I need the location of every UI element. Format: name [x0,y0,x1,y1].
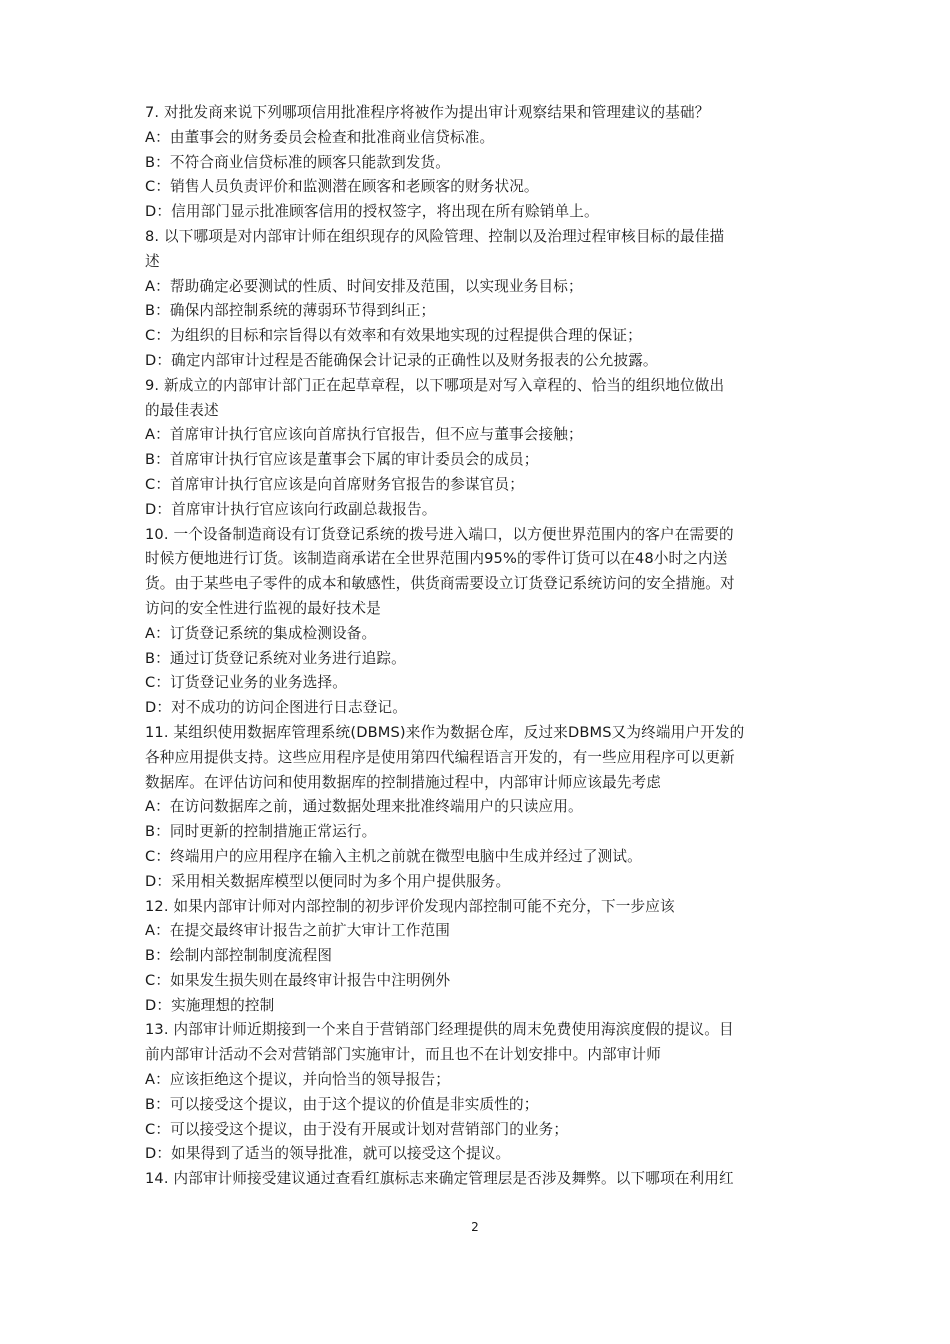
text-line: 12. 如果内部审计师对内部控制的初步评价发现内部控制可能不充分，下一步应该 [145,897,675,915]
text-line: D：实施理想的控制 [145,996,275,1014]
text-line: 9. 新成立的内部审计部门正在起草章程，以下哪项是对写入章程的、恰当的组织地位做出 [145,376,725,394]
text-line: C：订货登记业务的业务选择。 [145,674,348,692]
text-line: 14. 内部审计师接受建议通过查看红旗标志来确定管理层是否涉及舞弊。以下哪项在利用红 [145,1170,734,1188]
text-line: C：如果发生损失则在最终审计报告中注明例外 [145,971,451,989]
text-line: 前内部审计活动不会对营销部门实施审计，而且也不在计划安排中。内部审计师 [145,1046,662,1064]
text-line: D：首席审计执行官应该向行政副总裁报告。 [145,500,437,518]
text-line: 10. 一个设备制造商设有订货登记系统的拨号进入端口，以方便世界范围内的客户在需要的 [145,525,734,543]
text-line: 的最佳表述 [145,401,219,419]
document-body [145,101,810,1192]
text-line: C：终端用户的应用程序在输入主机之前就在微型电脑中生成并经过了测试。 [145,847,642,865]
text-line: B：通过订货登记系统对业务进行追踪。 [145,649,406,667]
text-line: 数据库。在评估访问和使用数据库的控制措施过程中，内部审计师应该最先考虑 [145,773,662,791]
text-line: D：信用部门显示批准顾客信用的授权签字，将出现在所有赊销单上。 [145,203,599,221]
text-line: A：应该拒绝这个提议，并向恰当的领导报告； [145,1071,451,1089]
text-line: 13. 内部审计师近期接到一个来自于营销部门经理提供的周末免费使用海滨度假的提议。目 [145,1021,734,1039]
text-line: A：订货登记系统的集成检测设备。 [145,624,377,642]
text-line: C：可以接受这个提议，由于没有开展或计划对营销部门的业务； [145,1120,569,1138]
text-line: C：销售人员负责评价和监测潜在顾客和老顾客的财务状况。 [145,178,539,196]
text-line: B：同时更新的控制措施正常运行。 [145,823,377,841]
text-line: B：绘制内部控制制度流程图 [145,947,333,965]
text-line: A：由董事会的财务委员会检查和批准商业信贷标准。 [145,128,495,146]
text-line: A：在提交最终审计报告之前扩大审计工作范围 [145,922,451,940]
text-line: 11. 某组织使用数据库管理系统(DBMS)来作为数据仓库，反过来DBMS又为终端用户开发的 [145,723,745,741]
text-line: B：确保内部控制系统的薄弱环节得到纠正； [145,302,436,320]
text-line: 货。由于某些电子零件的成本和敏感性，供货商需要设立订货登记系统访问的安全措施。对 [145,575,735,593]
text-line: D：确定内部审计过程是否能确保会计记录的正确性以及财务报表的公允披露。 [145,351,658,369]
text-line: C：首席审计执行官应该是向首席财务官报告的参谋官员； [145,475,524,493]
text-line: D：对不成功的访问企图进行日志登记。 [145,699,408,717]
text-line: A：首席审计执行官应该向首席执行官报告，但不应与董事会接触； [145,426,583,444]
text-line: 各种应用提供支持。这些应用程序是使用第四代编程语言开发的，有一些应用程序可以更新 [145,748,735,766]
text-line: A：帮助确定必要测试的性质、时间安排及范围，以实现业务目标； [145,277,583,295]
text-line: A：在访问数据库之前，通过数据处理来批准终端用户的只读应用。 [145,798,583,816]
text-line: 时候方便地进行订货。该制造商承诺在全世界范围内95%的零件订货可以在48小时之内送 [145,550,728,568]
text-line: C：为组织的目标和宗旨得以有效率和有效果地实现的过程提供合理的保证； [145,327,642,345]
text-line: B：首席审计执行官应该是董事会下属的审计委员会的成员； [145,451,539,469]
text-line: B：不符合商业信贷标准的顾客只能款到发货。 [145,153,451,171]
text-line: D：如果得到了适当的领导批准，就可以接受这个提议。 [145,1145,511,1163]
text-line: D：采用相关数据库模型以便同时为多个用户提供服务。 [145,872,511,890]
text-line: 访问的安全性进行监视的最好技术是 [145,599,381,617]
text-line: B：可以接受这个提议，由于这个提议的价值是非实质性的； [145,1095,539,1113]
text-line: 7. 对批发商来说下列哪项信用批准程序将被作为提出审计观察结果和管理建议的基础？ [145,104,710,121]
text-line: 述 [145,252,160,270]
page-number: 2 [471,1220,479,1234]
text-line: 8. 以下哪项是对内部审计师在组织现存的风险管理、控制以及治理过程审核目标的最佳描 [145,227,725,245]
